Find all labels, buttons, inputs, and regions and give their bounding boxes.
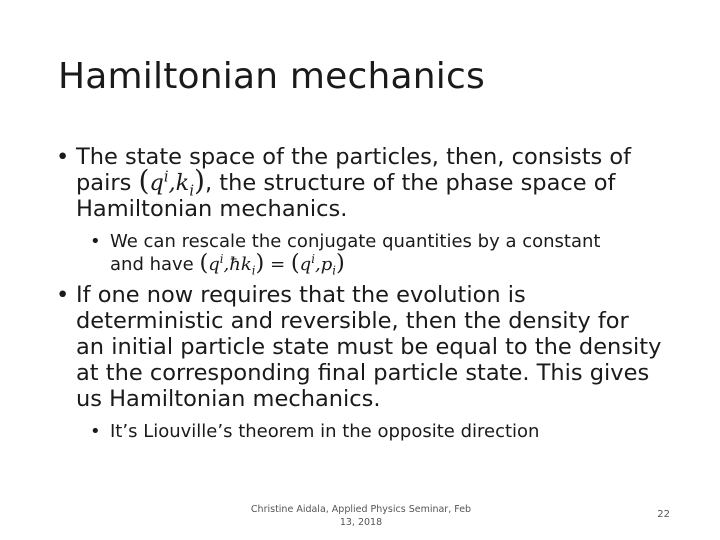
math-comma: ,	[223, 254, 230, 275]
bullet-line: us Hamiltonian mechanics.	[76, 386, 381, 412]
footer-line: Christine Aidala, Applied Physics Seminar, Feb	[250, 504, 472, 515]
bullet-line: If one now requires that the evolution is	[76, 282, 526, 308]
bullet-dot: •	[56, 144, 70, 170]
math-k: k	[175, 170, 190, 196]
math-k: k	[240, 254, 252, 275]
bullet-dot: •	[56, 282, 70, 308]
math-q: q	[149, 170, 164, 196]
math-sup-i: i	[311, 252, 315, 266]
bullet-line-with-math	[76, 164, 684, 200]
math-q: q	[299, 254, 312, 275]
math-comma: ,	[314, 254, 321, 275]
bullet-line: The state space of the particles, then, consists of	[76, 144, 632, 170]
math-sub-i: i	[251, 263, 256, 278]
math-q: q	[208, 254, 220, 275]
math-equals: =	[270, 254, 286, 275]
bullet-line: We can rescale the conjugate quantities by a constant	[110, 231, 601, 252]
bullet-line: It’s Liouville’s theorem in the opposite direction	[110, 421, 540, 442]
paren-open: (	[138, 164, 150, 197]
bullet-line: Hamiltonian mechanics.	[76, 196, 348, 222]
math-sub-i: i	[189, 182, 194, 200]
bullet-deterministic	[54, 282, 684, 412]
math-hbar: ħ	[229, 254, 241, 275]
math-comma: ,	[168, 170, 176, 196]
text-phase-space: , the structure of the phase space of	[204, 170, 616, 196]
slide-content	[54, 144, 684, 449]
bullet-line: an initial particle state must be equal to the density	[76, 334, 662, 360]
paren-close: )	[194, 164, 205, 197]
paren-close: )	[335, 250, 345, 276]
paren-close: )	[255, 250, 265, 276]
paren-open: (	[290, 250, 300, 276]
bullet-state-space	[54, 144, 684, 222]
bullet-dot: •	[90, 421, 101, 442]
bullet-dot: •	[90, 231, 101, 252]
math-sub-i: i	[332, 263, 336, 278]
page-number: 22	[657, 509, 670, 520]
text-and-have: and have	[110, 254, 200, 275]
slide-title: Hamiltonian mechanics	[58, 56, 485, 97]
subbullet-liouville	[54, 420, 684, 443]
bullet-line: at the corresponding final particle state. This gives	[76, 360, 650, 386]
slide-footer	[236, 503, 486, 529]
math-sup-i: i	[219, 252, 224, 266]
math-sup-i: i	[163, 168, 169, 186]
subbullet-rescale	[54, 230, 684, 276]
text-pairs: pairs	[76, 170, 139, 196]
paren-open: (	[199, 250, 209, 276]
math-p: p	[320, 254, 333, 275]
footer-line: 13, 2018	[339, 517, 383, 528]
bullet-line: deterministic and reversible, then the density for	[76, 308, 629, 334]
bullet-line-with-equation	[110, 250, 684, 278]
